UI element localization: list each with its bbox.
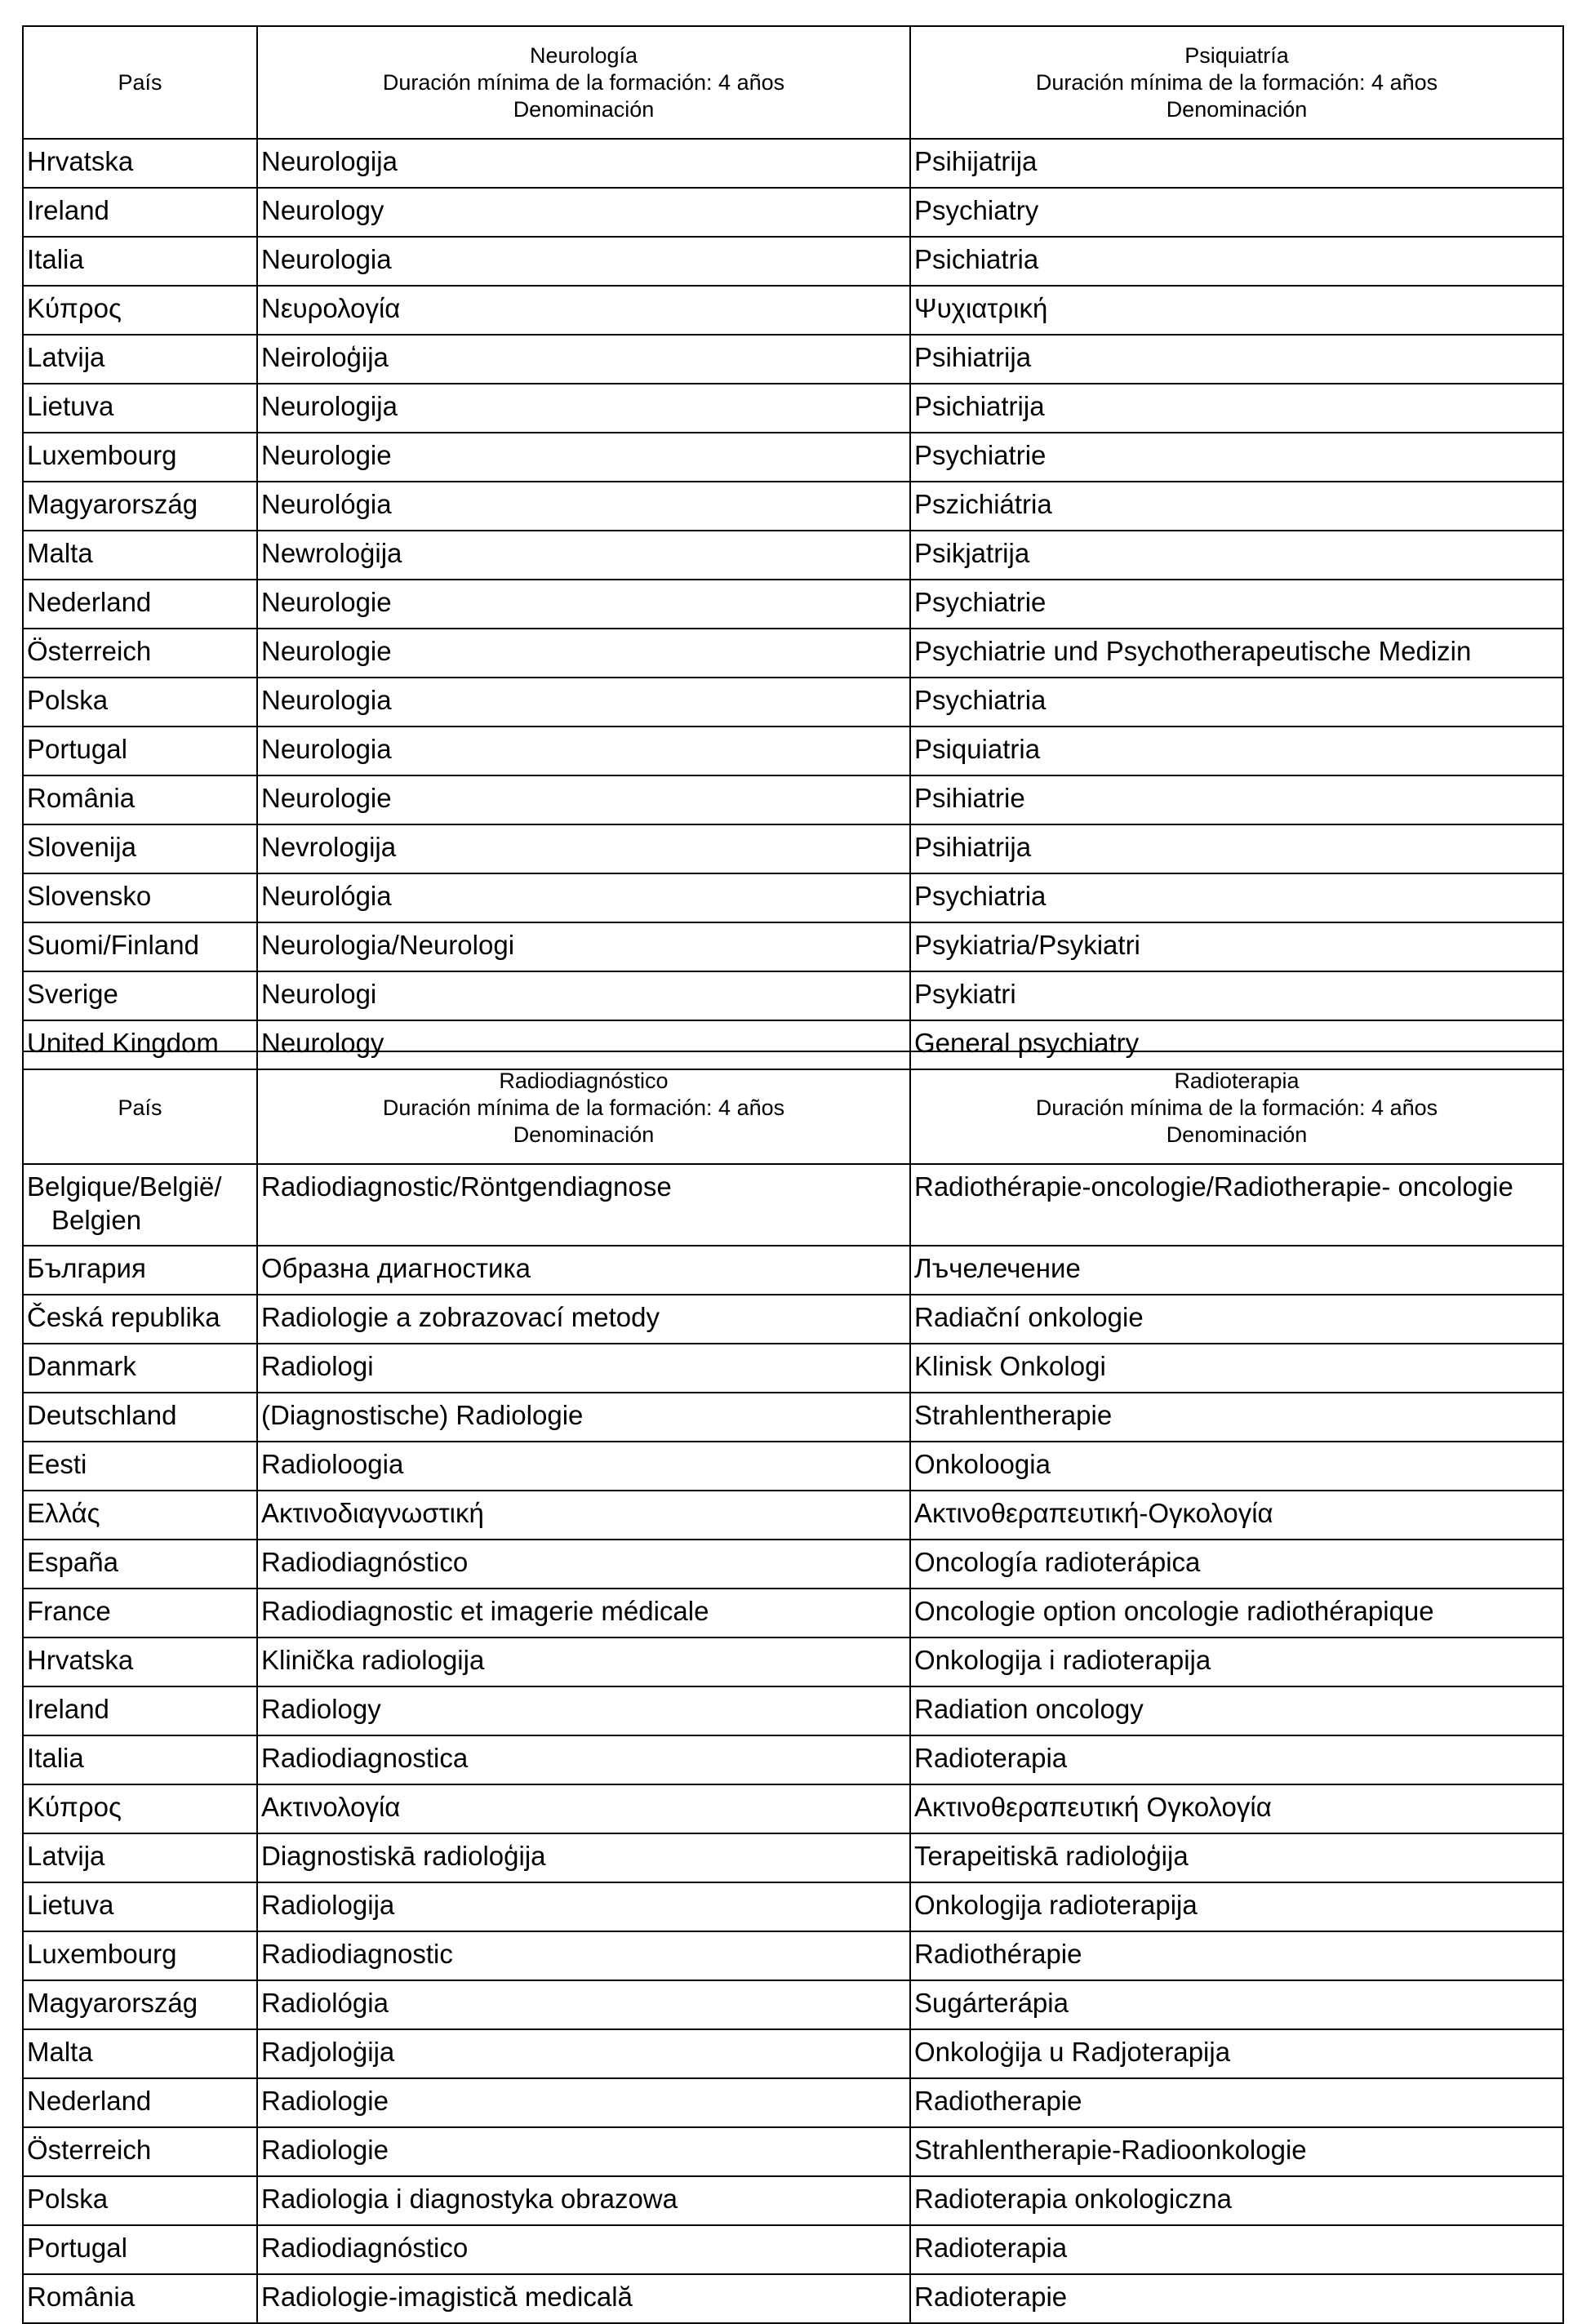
country-cell: Κύπρος xyxy=(23,286,257,335)
specialty-a-cell: Radiodiagnostic et imagerie médicale xyxy=(257,1589,910,1637)
country-cell: Malta xyxy=(23,531,257,580)
country-cell: Malta xyxy=(23,2029,257,2078)
table-row xyxy=(23,775,1563,824)
country-cell: Luxembourg xyxy=(23,1931,257,1980)
specialty-a-cell: Radiológia xyxy=(257,1980,910,2029)
country-cell: Danmark xyxy=(23,1344,257,1393)
country-cell: Eesti xyxy=(23,1442,257,1491)
country-cell: Polska xyxy=(23,678,257,727)
table-body xyxy=(23,1164,1563,2323)
country-cell: Ireland xyxy=(23,188,257,237)
country-cell: Italia xyxy=(23,237,257,286)
table-row xyxy=(23,1344,1563,1393)
specialty-a-cell: Newroloġija xyxy=(257,531,910,580)
specialty-b-cell: Strahlentherapie xyxy=(910,1393,1563,1442)
specialty-b-cell: Radiační onkologie xyxy=(910,1295,1563,1344)
specialty-b-header xyxy=(910,26,1563,139)
specialty-a-header xyxy=(257,1051,910,1164)
specialty-b-cell: Ακτινοθεραπευτική Ογκολογία xyxy=(910,1784,1563,1833)
table-row xyxy=(23,971,1563,1020)
country-cell: Ireland xyxy=(23,1686,257,1735)
specialty-b-cell: Onkologija i radioterapija xyxy=(910,1637,1563,1686)
country-cell: Hrvatska xyxy=(23,1637,257,1686)
specialty-a-cell: Radiologie xyxy=(257,2127,910,2176)
table-row xyxy=(23,629,1563,678)
specialty-a-header xyxy=(257,26,910,139)
country-cell: Česká republika xyxy=(23,1295,257,1344)
specialty-a-cell: Radiologie-imagistică medicală xyxy=(257,2274,910,2323)
specialty-b-cell: Onkoloogia xyxy=(910,1442,1563,1491)
country-cell: Belgique/België/ Belgien xyxy=(23,1164,257,1246)
specialty-b-cell: Oncología radioterápica xyxy=(910,1540,1563,1589)
country-cell: Magyarország xyxy=(23,482,257,531)
specialty-a-cell: Neurology xyxy=(257,188,910,237)
table-row xyxy=(23,433,1563,482)
table-row xyxy=(23,2274,1563,2323)
specialty-b-cell: Radiotherapie xyxy=(910,2078,1563,2127)
specialty-a-cell: Radiodiagnostic xyxy=(257,1931,910,1980)
specialty-b-cell: Pszichiátria xyxy=(910,482,1563,531)
table-row xyxy=(23,580,1563,629)
table-row xyxy=(23,1164,1563,1246)
header-line: Duración mínima de la formación: 4 años xyxy=(1035,1095,1438,1120)
table-row xyxy=(23,286,1563,335)
specialty-a-cell: Neurologie xyxy=(257,433,910,482)
specialty-a-cell: Radiodiagnostica xyxy=(257,1735,910,1784)
header-line: Radiodiagnóstico xyxy=(499,1068,669,1093)
country-cell: Italia xyxy=(23,1735,257,1784)
country-cell: Deutschland xyxy=(23,1393,257,1442)
specialty-b-cell: Radioterapia onkologiczna xyxy=(910,2176,1563,2225)
specialty-a-cell: Diagnostiskā radioloģija xyxy=(257,1833,910,1882)
country-cell: Ελλάς xyxy=(23,1491,257,1540)
table-row xyxy=(23,1735,1563,1784)
table-row xyxy=(23,237,1563,286)
table-row xyxy=(23,1393,1563,1442)
country-cell: France xyxy=(23,1589,257,1637)
specialty-a-cell: Neurologie xyxy=(257,775,910,824)
table-row xyxy=(23,1882,1563,1931)
header-line: Radioterapia xyxy=(1174,1068,1300,1093)
table-row xyxy=(23,2078,1563,2127)
table-row xyxy=(23,1686,1563,1735)
specialty-a-cell: Neurologia xyxy=(257,237,910,286)
country-cell: Portugal xyxy=(23,727,257,775)
specialty-b-cell: Terapeitiskā radioloģija xyxy=(910,1833,1563,1882)
country-cell: Nederland xyxy=(23,580,257,629)
specialty-a-cell: Neurologi xyxy=(257,971,910,1020)
header-line: Neurología xyxy=(529,42,638,68)
specialty-a-cell: Neurologija xyxy=(257,139,910,188)
specialty-b-cell: Ψυχιατρική xyxy=(910,286,1563,335)
header-line: Denominación xyxy=(1166,96,1308,122)
specialty-b-cell: Лъчелечение xyxy=(910,1246,1563,1295)
specialty-b-cell: Sugárterápia xyxy=(910,1980,1563,2029)
table-row xyxy=(23,1540,1563,1589)
table-row xyxy=(23,1442,1563,1491)
table-row xyxy=(23,1295,1563,1344)
specialty-b-cell: Psihiatrija xyxy=(910,335,1563,384)
specialty-a-cell: (Diagnostische) Radiologie xyxy=(257,1393,910,1442)
country-cell: Κύπρος xyxy=(23,1784,257,1833)
country-cell: Magyarország xyxy=(23,1980,257,2029)
country-cell: Lietuva xyxy=(23,384,257,433)
specialty-b-cell: Psychiatria xyxy=(910,873,1563,922)
specialty-a-cell: Образна диагностика xyxy=(257,1246,910,1295)
specialty-b-cell: Radioterapie xyxy=(910,2274,1563,2323)
specialty-b-cell: Onkologija radioterapija xyxy=(910,1882,1563,1931)
header-line: Psiquiatría xyxy=(1184,42,1289,68)
country-cell: España xyxy=(23,1540,257,1589)
table-row xyxy=(23,384,1563,433)
specialty-a-cell: Neurologie xyxy=(257,629,910,678)
specialty-a-cell: Radiodiagnóstico xyxy=(257,2225,910,2274)
specialty-a-cell: Neurológia xyxy=(257,482,910,531)
specialty-b-cell: Psichiatrija xyxy=(910,384,1563,433)
header-line: Denominación xyxy=(1166,1122,1308,1147)
table-row xyxy=(23,2127,1563,2176)
country-cell: Nederland xyxy=(23,2078,257,2127)
specialty-a-cell: Radiologie xyxy=(257,2078,910,2127)
specialty-b-cell: Radiothérapie-oncologie/Radiotherapie- oncologie xyxy=(910,1164,1563,1246)
specialty-a-cell: Ακτινοδιαγνωστική xyxy=(257,1491,910,1540)
table-row xyxy=(23,1589,1563,1637)
specialty-a-cell: Radiology xyxy=(257,1686,910,1735)
header-line: País xyxy=(118,69,162,95)
specialty-b-cell: Psychiatry xyxy=(910,188,1563,237)
specialty-a-cell: Neurology xyxy=(257,1020,910,1069)
country-cell: Luxembourg xyxy=(23,433,257,482)
table-row xyxy=(23,188,1563,237)
specialty-b-cell: Psychiatria xyxy=(910,678,1563,727)
table-row xyxy=(23,727,1563,775)
specialty-b-cell: Psychiatrie xyxy=(910,580,1563,629)
table-row xyxy=(23,1784,1563,1833)
specialty-b-cell: Onkoloġija u Radjoterapija xyxy=(910,2029,1563,2078)
country-cell: Österreich xyxy=(23,629,257,678)
table-body xyxy=(23,139,1563,1069)
specialty-a-cell: Neurologia xyxy=(257,678,910,727)
country-cell: Hrvatska xyxy=(23,139,257,188)
specialty-a-cell: Ακτινολογία xyxy=(257,1784,910,1833)
specialty-a-cell: Nevrologija xyxy=(257,824,910,873)
header-line: País xyxy=(118,1095,162,1120)
specialty-a-cell: Radioloogia xyxy=(257,1442,910,1491)
table-row xyxy=(23,873,1563,922)
country-cell: България xyxy=(23,1246,257,1295)
specialty-b-cell: Psichiatria xyxy=(910,237,1563,286)
specialty-b-cell: Klinisk Onkologi xyxy=(910,1344,1563,1393)
country-header xyxy=(23,26,257,139)
table-row xyxy=(23,335,1563,384)
header-line: Denominación xyxy=(513,96,655,122)
specialty-b-cell: Psihijatrija xyxy=(910,139,1563,188)
table-row xyxy=(23,2029,1563,2078)
table-row xyxy=(23,1637,1563,1686)
country-header xyxy=(23,1051,257,1164)
table-row xyxy=(23,922,1563,971)
country-cell: Latvija xyxy=(23,1833,257,1882)
country-cell: Polska xyxy=(23,2176,257,2225)
table-header xyxy=(23,1051,1563,1164)
specialty-b-cell: Psychiatrie und Psychotherapeutische Medizin xyxy=(910,629,1563,678)
country-cell: Sverige xyxy=(23,971,257,1020)
country-cell: United Kingdom xyxy=(23,1020,257,1069)
header-line: Duración mínima de la formación: 4 años xyxy=(1035,69,1438,95)
table-row xyxy=(23,678,1563,727)
specialty-a-cell: Klinička radiologija xyxy=(257,1637,910,1686)
specialty-a-cell: Radjoloġija xyxy=(257,2029,910,2078)
table-row xyxy=(23,824,1563,873)
table-row xyxy=(23,1246,1563,1295)
specialty-a-cell: Radiologia i diagnostyka obrazowa xyxy=(257,2176,910,2225)
country-cell: România xyxy=(23,775,257,824)
header-line: Duración mínima de la formación: 4 años xyxy=(382,1095,785,1120)
country-cell: Portugal xyxy=(23,2225,257,2274)
country-cell: Slovensko xyxy=(23,873,257,922)
country-cell: Österreich xyxy=(23,2127,257,2176)
specialty-a-cell: Radiologi xyxy=(257,1344,910,1393)
table-row xyxy=(23,1833,1563,1882)
table-row xyxy=(23,1980,1563,2029)
specialty-b-cell: Oncologie option oncologie radiothérapique xyxy=(910,1589,1563,1637)
table-row xyxy=(23,482,1563,531)
table-row xyxy=(23,2176,1563,2225)
specialty-b-cell: Radioterapia xyxy=(910,2225,1563,2274)
specialty-a-cell: Radiodiagnóstico xyxy=(257,1540,910,1589)
specialty-b-cell: Psykiatria/Psykiatri xyxy=(910,922,1563,971)
specialty-a-cell: Radiologija xyxy=(257,1882,910,1931)
header-line: Denominación xyxy=(513,1122,655,1147)
neurology-psychiatry-table xyxy=(22,25,1564,1070)
specialty-b-cell: Radiothérapie xyxy=(910,1931,1563,1980)
specialty-a-cell: Neurológia xyxy=(257,873,910,922)
country-cell: Suomi/Finland xyxy=(23,922,257,971)
specialty-b-cell: Psiquiatria xyxy=(910,727,1563,775)
specialty-b-cell: Ακτινοθεραπευτική-Ογκολογία xyxy=(910,1491,1563,1540)
country-cell: Lietuva xyxy=(23,1882,257,1931)
specialty-b-cell: Psykiatri xyxy=(910,971,1563,1020)
radiology-radiotherapy-table xyxy=(22,1051,1564,2324)
specialty-a-cell: Neurologija xyxy=(257,384,910,433)
specialty-a-cell: Neurologie xyxy=(257,580,910,629)
country-cell: Slovenija xyxy=(23,824,257,873)
specialty-a-cell: Radiologie a zobrazovací metody xyxy=(257,1295,910,1344)
specialty-b-cell: Psihiatrija xyxy=(910,824,1563,873)
table-row xyxy=(23,139,1563,188)
specialty-b-cell: General psychiatry xyxy=(910,1020,1563,1069)
specialty-b-cell: Radioterapia xyxy=(910,1735,1563,1784)
table-row xyxy=(23,1491,1563,1540)
country-cell: România xyxy=(23,2274,257,2323)
specialty-a-cell: Neurologia xyxy=(257,727,910,775)
specialty-b-header xyxy=(910,1051,1563,1164)
specialty-b-cell: Radiation oncology xyxy=(910,1686,1563,1735)
specialty-b-cell: Strahlentherapie-Radioonkologie xyxy=(910,2127,1563,2176)
specialty-a-cell: Neiroloģija xyxy=(257,335,910,384)
country-cell: Latvija xyxy=(23,335,257,384)
table-row xyxy=(23,531,1563,580)
specialty-a-cell: Νευρολογία xyxy=(257,286,910,335)
specialty-b-cell: Psychiatrie xyxy=(910,433,1563,482)
table-header xyxy=(23,26,1563,139)
specialty-b-cell: Psihiatrie xyxy=(910,775,1563,824)
specialty-a-cell: Neurologia/Neurologi xyxy=(257,922,910,971)
table-row xyxy=(23,1931,1563,1980)
specialty-b-cell: Psikjatrija xyxy=(910,531,1563,580)
table-row xyxy=(23,2225,1563,2274)
header-line: Duración mínima de la formación: 4 años xyxy=(382,69,785,95)
specialty-a-cell: Radiodiagnostic/Röntgendiagnose xyxy=(257,1164,910,1246)
